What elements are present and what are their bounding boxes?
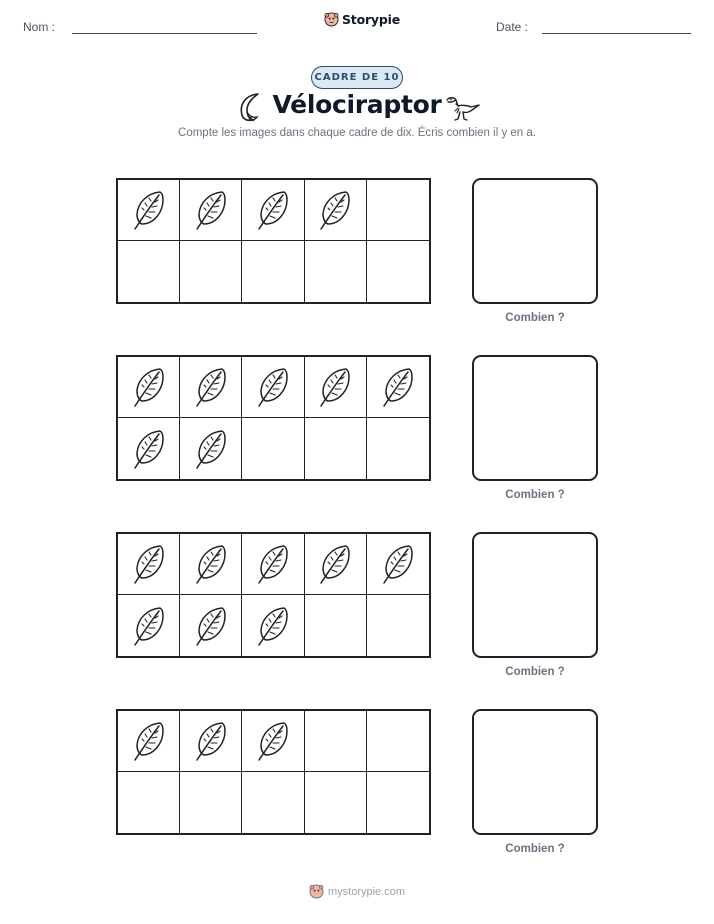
frame-cell bbox=[242, 180, 304, 241]
ten-frame bbox=[116, 709, 431, 835]
feather-icon bbox=[379, 542, 417, 586]
frame-cell bbox=[305, 418, 367, 479]
frame-cell bbox=[118, 357, 180, 418]
page-title: Vélociraptor bbox=[272, 90, 442, 119]
date-label: Date : bbox=[496, 20, 529, 34]
answer-box[interactable] bbox=[472, 355, 598, 481]
frame-cell bbox=[305, 711, 367, 772]
feather-icon bbox=[192, 188, 230, 232]
worksheet-type-badge: CADRE DE 10 bbox=[311, 66, 403, 89]
feather-icon bbox=[130, 719, 168, 763]
frame-cell bbox=[118, 772, 180, 833]
answer-label: Combien ? bbox=[505, 312, 565, 324]
frame-cell bbox=[367, 357, 429, 418]
frame-cell bbox=[242, 711, 304, 772]
frame-cell bbox=[180, 241, 242, 302]
velociraptor-icon bbox=[443, 92, 481, 124]
frame-cell bbox=[305, 180, 367, 241]
feather-icon bbox=[254, 365, 292, 409]
feather-icon bbox=[130, 427, 168, 471]
feather-icon bbox=[316, 542, 354, 586]
frame-cell bbox=[242, 534, 304, 595]
frame-cell bbox=[242, 241, 304, 302]
frame-cell bbox=[180, 357, 242, 418]
frame-cell bbox=[242, 772, 304, 833]
feather-icon bbox=[192, 542, 230, 586]
footer-url[interactable]: mystorypie.com bbox=[328, 885, 406, 898]
frame-cell bbox=[118, 241, 180, 302]
frame-cell bbox=[180, 711, 242, 772]
frame-cell bbox=[180, 534, 242, 595]
frame-cell bbox=[367, 241, 429, 302]
frame-cell bbox=[180, 418, 242, 479]
brand-name: Storypie bbox=[342, 12, 400, 27]
frame-cell bbox=[242, 418, 304, 479]
frame-cell bbox=[367, 418, 429, 479]
feather-icon bbox=[192, 427, 230, 471]
frame-cell bbox=[305, 595, 367, 656]
feather-icon bbox=[254, 719, 292, 763]
frame-cell bbox=[180, 595, 242, 656]
frame-cell bbox=[118, 595, 180, 656]
ten-frame bbox=[116, 355, 431, 481]
feather-icon bbox=[192, 365, 230, 409]
answer-label: Combien ? bbox=[505, 666, 565, 678]
frame-cell bbox=[118, 534, 180, 595]
feather-icon bbox=[316, 188, 354, 232]
feather-icon bbox=[254, 604, 292, 648]
frame-cell bbox=[242, 357, 304, 418]
feather-icon bbox=[254, 188, 292, 232]
answer-box[interactable] bbox=[472, 709, 598, 835]
frame-cell bbox=[242, 595, 304, 656]
frame-cell bbox=[118, 711, 180, 772]
feather-icon bbox=[316, 365, 354, 409]
answer-label: Combien ? bbox=[505, 489, 565, 501]
frame-cell bbox=[305, 357, 367, 418]
frame-cell bbox=[118, 180, 180, 241]
frame-cell bbox=[367, 534, 429, 595]
brand-logo bbox=[324, 12, 400, 27]
frame-cell bbox=[367, 711, 429, 772]
storypie-mascot-icon bbox=[309, 884, 324, 899]
ten-frame bbox=[116, 532, 431, 658]
frame-cell bbox=[180, 180, 242, 241]
feather-icon bbox=[379, 365, 417, 409]
ten-frame bbox=[116, 178, 431, 304]
frame-cell bbox=[180, 772, 242, 833]
frame-cell bbox=[367, 180, 429, 241]
footer bbox=[309, 884, 405, 899]
date-line[interactable] bbox=[542, 33, 691, 34]
frame-cell bbox=[367, 772, 429, 833]
frame-cell bbox=[305, 241, 367, 302]
feather-icon bbox=[130, 542, 168, 586]
feather-icon bbox=[130, 188, 168, 232]
name-label: Nom : bbox=[23, 20, 56, 34]
frame-cell bbox=[305, 772, 367, 833]
instructions: Compte les images dans chaque cadre de dix. Écris combien il y en a. bbox=[178, 127, 536, 139]
frame-cell bbox=[367, 595, 429, 656]
frame-cell bbox=[305, 534, 367, 595]
feather-icon bbox=[254, 542, 292, 586]
feather-icon bbox=[130, 365, 168, 409]
answer-label: Combien ? bbox=[505, 843, 565, 855]
storypie-mascot-icon bbox=[324, 12, 339, 27]
answer-box[interactable] bbox=[472, 178, 598, 304]
name-line[interactable] bbox=[72, 33, 257, 34]
answer-box[interactable] bbox=[472, 532, 598, 658]
frame-cell bbox=[118, 418, 180, 479]
feather-icon bbox=[130, 604, 168, 648]
feather-icon bbox=[192, 719, 230, 763]
feather-icon bbox=[192, 604, 230, 648]
